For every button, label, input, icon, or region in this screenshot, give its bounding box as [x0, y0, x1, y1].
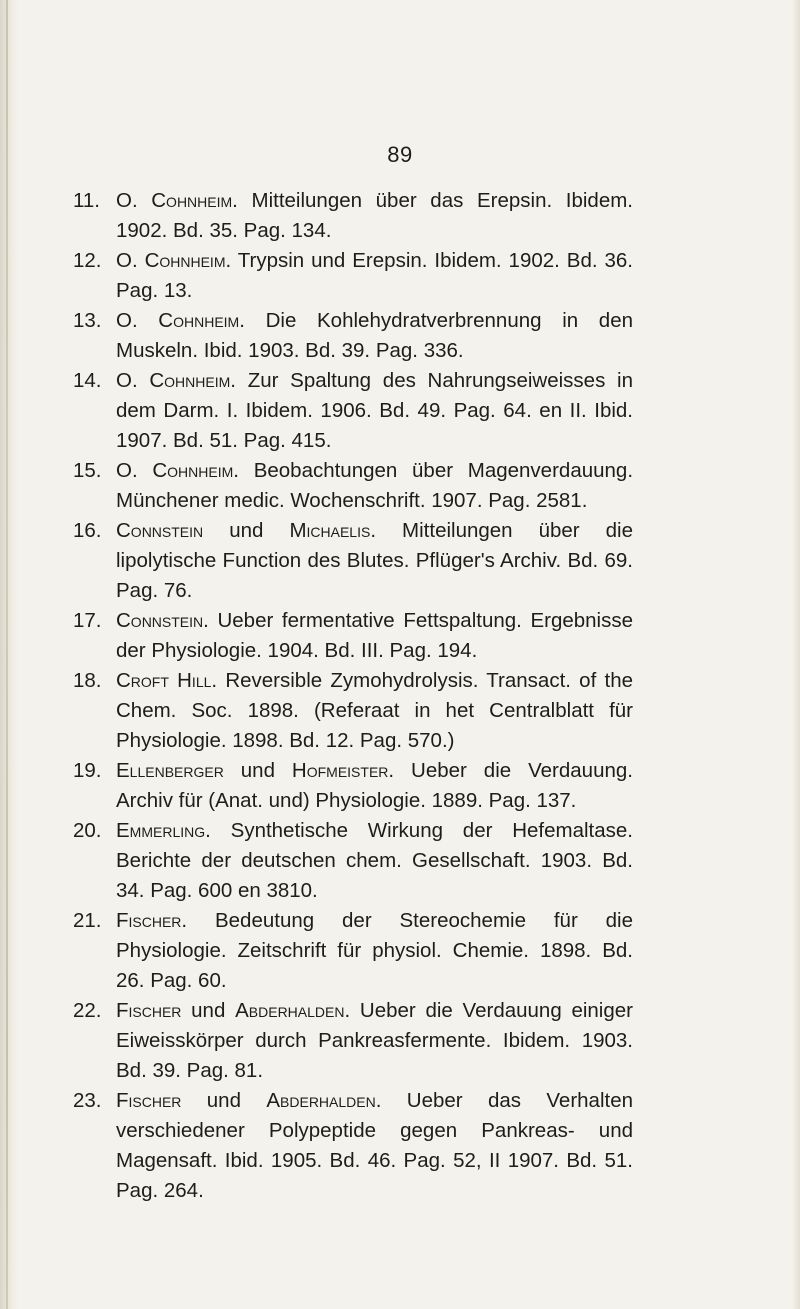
reference-author: O. Cohnheim. [116, 459, 239, 482]
reference-entry [73, 996, 633, 1086]
reference-citation: Ueber die Verdauung einiger Eiweisskörper durch Pankreasfermente. Ibidem. 1903. Bd. 39. Pag. 81. [116, 999, 633, 1082]
reference-author: Abderhalden. [266, 1089, 382, 1112]
reference-body [116, 186, 633, 246]
reference-author: Abderhalden. [235, 999, 351, 1022]
reference-citation: Ueber das Verhalten verschiedener Polypeptide gegen Pankreas- und Magensaft. Ibid. 1905. Bd. 46. Pag. 52, II 1907. Bd. 51. Pag. 264. [116, 1089, 633, 1202]
page-right-edge [792, 0, 800, 1309]
reference-number: 13. [73, 309, 102, 332]
author-joiner: und [229, 519, 264, 542]
reference-author: Emmerling. [116, 819, 211, 842]
reference-citation: Die Kohlehydratverbrennung in den Muskeln. Ibid. 1903. Bd. 39. Pag. 336. [116, 309, 634, 362]
reference-body [116, 666, 633, 756]
reference-body [116, 996, 633, 1086]
author-joiner: und [191, 999, 226, 1022]
reference-citation: Mitteilungen über das Erepsin. Ibidem. 1902. Bd. 35. Pag. 134. [116, 189, 633, 242]
reference-citation: Beobachtungen über Magenverdauung. Münchener medic. Wochenschrift. 1907. Pag. 2581. [116, 459, 634, 512]
reference-author: Connstein. [116, 609, 209, 632]
reference-author: O. Cohnheim. [116, 249, 232, 272]
author-joiner: und [240, 759, 275, 782]
reference-body [116, 366, 633, 456]
reference-author: Fischer [116, 999, 182, 1022]
reference-citation: Synthetische Wirkung der Hefemaltase. Berichte der deutschen chem. Gesellschaft. 1903. Bd. 34. Pag. 600 en 3810. [116, 819, 633, 902]
reference-entry [73, 666, 633, 756]
reference-body [116, 606, 633, 666]
reference-author: Fischer. [116, 909, 188, 932]
reference-number: 19. [73, 759, 102, 782]
reference-author: Michaelis. [289, 519, 377, 542]
binding-stain [6, 0, 8, 1309]
reference-body [116, 906, 633, 996]
reference-author: Connstein [116, 519, 204, 542]
page-binding-edge [0, 0, 18, 1309]
reference-entry [73, 906, 633, 996]
reference-entry [73, 456, 633, 516]
reference-number: 14. [73, 369, 102, 392]
reference-citation: Bedeutung der Stereochemie für die Physiologie. Zeitschrift für physiol. Chemie. 1898. Bd. 26. Pag. 60. [116, 909, 633, 992]
reference-entry [73, 1086, 633, 1206]
reference-author: Ellenberger [116, 759, 224, 782]
reference-number: 16. [73, 519, 102, 542]
reference-author: O. Cohnheim. [116, 369, 236, 392]
reference-body [116, 816, 633, 906]
reference-author: O. Cohnheim. [116, 189, 238, 212]
reference-author: Fischer [116, 1089, 182, 1112]
reference-number: 17. [73, 609, 102, 632]
reference-body [116, 1086, 633, 1206]
reference-number: 23. [73, 1089, 102, 1112]
reference-citation: Zur Spaltung des Nahrungseiweisses in dem Darm. I. Ibidem. 1906. Bd. 49. Pag. 64. en II. Ibid. 1907. Bd. 51. Pag. 415. [116, 369, 633, 452]
reference-number: 22. [73, 999, 102, 1022]
author-joiner: und [206, 1089, 241, 1112]
reference-number: 15. [73, 459, 102, 482]
reference-entry [73, 366, 633, 456]
reference-body [116, 516, 633, 606]
reference-number: 18. [73, 669, 102, 692]
reference-citation: Ueber die Verdauung. Archiv für (Anat. und) Physiologie. 1889. Pag. 137. [116, 759, 633, 812]
reference-entry [73, 186, 633, 246]
reference-entry [73, 306, 633, 366]
page-number: 89 [387, 142, 413, 167]
reference-citation: Reversible Zymohydrolysis. Transact. of the Chem. Soc. 1898. (Referaat in het Centralblatt für Physiologie. 1898. Bd. 12. Pag. 570.) [116, 669, 633, 752]
reference-body [116, 306, 633, 366]
reference-body [116, 456, 633, 516]
reference-entry [73, 516, 633, 606]
reference-entry [73, 816, 633, 906]
reference-author: Croft Hill. [116, 669, 218, 692]
reference-number: 21. [73, 909, 102, 932]
reference-number: 12. [73, 249, 102, 272]
reference-citation: Ueber fermentative Fettspaltung. Ergebnisse der Physiologie. 1904. Bd. III. Pag. 194. [116, 609, 634, 662]
reference-entry [73, 756, 633, 816]
reference-author: O. Cohnheim. [116, 309, 245, 332]
reference-entry [73, 246, 633, 306]
reference-body [116, 246, 633, 306]
reference-body [116, 756, 633, 816]
reference-list [73, 186, 633, 1206]
reference-citation: Mitteilungen über die lipolytische Function des Blutes. Pflüger's Archiv. Bd. 69. Pag. 76. [116, 519, 634, 602]
reference-citation: Trypsin und Erepsin. Ibidem. 1902. Bd. 36. Pag. 13. [116, 249, 633, 302]
reference-author: Hofmeister. [291, 759, 395, 782]
reference-number: 20. [73, 819, 102, 842]
reference-entry [73, 606, 633, 666]
reference-number: 11. [73, 189, 100, 212]
